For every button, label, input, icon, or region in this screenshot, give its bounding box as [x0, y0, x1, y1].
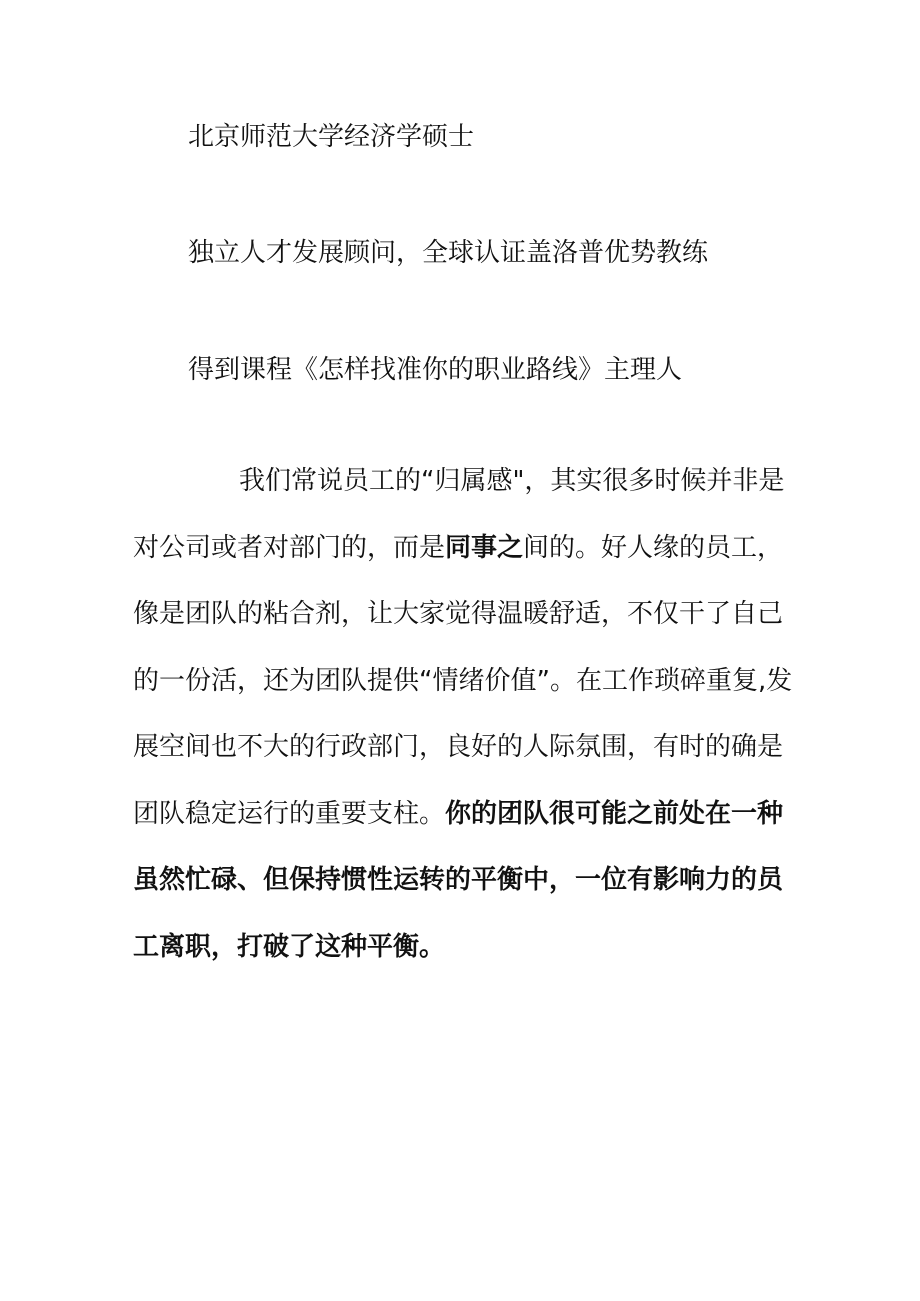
- credential-degree: 北京师范大学经济学硕士: [188, 122, 475, 152]
- credential-course: 得到课程《怎样找准你的职业路线》主理人: [188, 355, 683, 385]
- paragraph-bold-2: 你的团队很可能之前处在一种虽然忙碌、但保持惯性运转的平衡中，一位有影响力的员工离职，打破了这种平衡。: [133, 798, 784, 962]
- paragraph-bold-1: 同事之: [445, 532, 524, 563]
- paragraph-text-1: 我们常说员工的“归属感"，其实很多时候并非是对公司或者对部门的，而是: [133, 466, 785, 563]
- paragraph-text-2: 间的。好人缘的员工，像是团队的粘合剂，让大家觉得温暖舒适，不仅干了自己的一份活，还为团队提供“情绪价值”。在工作琐碎重复,发展空间也不大的行政部门，良好的人际氛围，有时的确是团队稳定运行的重要支柱。: [133, 532, 793, 829]
- body-paragraph: [133, 448, 793, 980]
- credential-coach: 独立人才发展顾问，全球认证盖洛普优势教练: [188, 238, 709, 268]
